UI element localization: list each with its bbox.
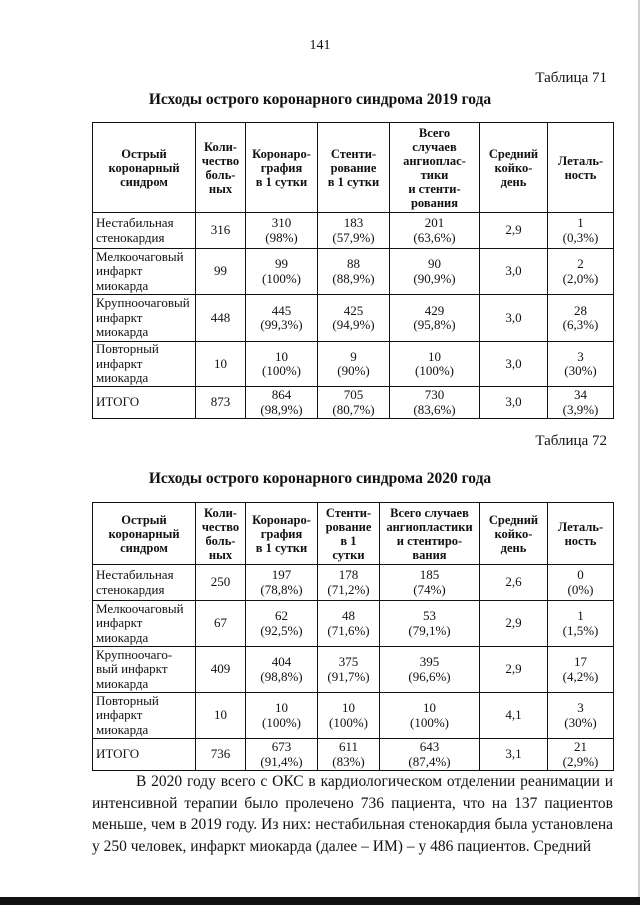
data-cell: 10 (100%) xyxy=(318,693,380,739)
outcomes-table-2020 xyxy=(92,502,614,771)
data-cell: 1 (1,5%) xyxy=(548,601,614,647)
header-cell: Всего случаев ангиоплас- тики и стенти- рования xyxy=(390,123,480,213)
data-cell: 10 (100%) xyxy=(380,693,480,739)
data-cell: 3,0 xyxy=(480,342,548,387)
header-cell: Острый коронарный синдром xyxy=(93,123,196,213)
table-71-title: Исходы острого коронарного синдрома 2019 года xyxy=(148,91,492,108)
header-cell: Коли- чество боль- ных xyxy=(196,503,246,565)
data-cell: 404 (98,8%) xyxy=(246,647,318,693)
data-cell: 90 (90,9%) xyxy=(390,249,480,295)
data-cell: 197 (78,8%) xyxy=(246,565,318,601)
data-cell: 429 (95,8%) xyxy=(390,295,480,342)
row-label-cell: Нестабильная стенокардия xyxy=(93,213,196,249)
header-cell: Острый коронарный синдром xyxy=(93,503,196,565)
header-cell: Леталь- ность xyxy=(548,503,614,565)
data-cell: 10 (100%) xyxy=(246,342,318,387)
data-cell: 445 (99,3%) xyxy=(246,295,318,342)
table-header-row xyxy=(93,503,614,565)
row-label-cell: Крупноочаговый инфаркт миокарда xyxy=(93,295,196,342)
data-cell: 730 (83,6%) xyxy=(390,387,480,419)
table-row xyxy=(93,342,614,387)
data-cell: 67 xyxy=(196,601,246,647)
header-cell: Коронаро- графия в 1 сутки xyxy=(246,503,318,565)
data-cell: 10 (100%) xyxy=(390,342,480,387)
data-cell: 705 (80,7%) xyxy=(318,387,390,419)
row-label-cell: Мелкоочаговый инфаркт миокарда xyxy=(93,601,196,647)
table-72-caption: Таблица 72 xyxy=(535,433,607,449)
table-row xyxy=(93,295,614,342)
data-cell: 10 (100%) xyxy=(246,693,318,739)
data-cell: 10 xyxy=(196,693,246,739)
data-cell: 3,0 xyxy=(480,295,548,342)
data-cell: 673 (91,4%) xyxy=(246,739,318,771)
row-label-cell: Повторный инфаркт миокарда xyxy=(93,342,196,387)
data-cell: 643 (87,4%) xyxy=(380,739,480,771)
data-cell: 3,0 xyxy=(480,387,548,419)
table-total-row xyxy=(93,387,614,419)
data-cell: 2,9 xyxy=(480,213,548,249)
data-cell: 183 (57,9%) xyxy=(318,213,390,249)
data-cell: 1 (0,3%) xyxy=(548,213,614,249)
header-cell: Средний койко- день xyxy=(480,503,548,565)
table-row xyxy=(93,213,614,249)
data-cell: 9 (90%) xyxy=(318,342,390,387)
page-number: 141 xyxy=(309,38,331,53)
table-row xyxy=(93,647,614,693)
table-row xyxy=(93,565,614,601)
header-cell: Всего случаев ангиопластики и стентиро- вания xyxy=(380,503,480,565)
header-cell: Стенти- рование в 1 сутки xyxy=(318,123,390,213)
data-cell: 21 (2,9%) xyxy=(548,739,614,771)
data-cell: 48 (71,6%) xyxy=(318,601,380,647)
data-cell: 4,1 xyxy=(480,693,548,739)
data-cell: 375 (91,7%) xyxy=(318,647,380,693)
data-cell: 864 (98,9%) xyxy=(246,387,318,419)
data-cell: 409 xyxy=(196,647,246,693)
data-cell: 3,0 xyxy=(480,249,548,295)
data-cell: 873 xyxy=(196,387,246,419)
data-cell: 28 (6,3%) xyxy=(548,295,614,342)
row-label-cell: Крупноочаго- вый инфаркт миокарда xyxy=(93,647,196,693)
data-cell: 3,1 xyxy=(480,739,548,771)
data-cell: 88 (88,9%) xyxy=(318,249,390,295)
header-cell: Стенти- рование в 1 сутки xyxy=(318,503,380,565)
data-cell: 99 (100%) xyxy=(246,249,318,295)
data-cell: 448 xyxy=(196,295,246,342)
header-cell: Леталь- ность xyxy=(548,123,614,213)
data-cell: 3 (30%) xyxy=(548,342,614,387)
header-cell: Коронаро- графия в 1 сутки xyxy=(246,123,318,213)
row-label-cell: Мелкоочаговый инфаркт миокарда xyxy=(93,249,196,295)
table-total-row xyxy=(93,739,614,771)
data-cell: 611 (83%) xyxy=(318,739,380,771)
data-cell: 53 (79,1%) xyxy=(380,601,480,647)
data-cell: 395 (96,6%) xyxy=(380,647,480,693)
table-72-title: Исходы острого коронарного синдрома 2020 года xyxy=(148,470,492,487)
data-cell: 34 (3,9%) xyxy=(548,387,614,419)
data-cell: 425 (94,9%) xyxy=(318,295,390,342)
row-label-cell: ИТОГО xyxy=(93,387,196,419)
data-cell: 3 (30%) xyxy=(548,693,614,739)
header-cell: Коли- чество боль- ных xyxy=(196,123,246,213)
row-label-cell: Нестабильная стенокардия xyxy=(93,565,196,601)
data-cell: 185 (74%) xyxy=(380,565,480,601)
data-cell: 2,9 xyxy=(480,601,548,647)
data-cell: 0 (0%) xyxy=(548,565,614,601)
outcomes-table-2019 xyxy=(92,122,614,419)
data-cell: 99 xyxy=(196,249,246,295)
table-header-row xyxy=(93,123,614,213)
data-cell: 310 (98%) xyxy=(246,213,318,249)
data-cell: 62 (92,5%) xyxy=(246,601,318,647)
data-cell: 2,9 xyxy=(480,647,548,693)
table-row xyxy=(93,601,614,647)
scan-bottom-border xyxy=(0,897,640,905)
data-cell: 201 (63,6%) xyxy=(390,213,480,249)
data-cell: 250 xyxy=(196,565,246,601)
table-71-caption: Таблица 71 xyxy=(535,70,607,86)
header-cell: Средний койко- день xyxy=(480,123,548,213)
table-row xyxy=(93,693,614,739)
data-cell: 178 (71,2%) xyxy=(318,565,380,601)
row-label-cell: Повторный инфаркт миокарда xyxy=(93,693,196,739)
data-cell: 736 xyxy=(196,739,246,771)
data-cell: 316 xyxy=(196,213,246,249)
row-label-cell: ИТОГО xyxy=(93,739,196,771)
table-row xyxy=(93,249,614,295)
body-paragraph: В 2020 году всего с ОКС в кардиологическом отделении реанимации и интенсивной терапии было пролечено 736 пациента, что на 137 пациентов меньше, чем в 2019 году. Из них: нестабильная стенокардия была установлена у 250 человек, инфаркт миокарда (далее – ИМ) – у 486 пациентов. Средний xyxy=(92,773,613,855)
data-cell: 2,6 xyxy=(480,565,548,601)
data-cell: 10 xyxy=(196,342,246,387)
data-cell: 17 (4,2%) xyxy=(548,647,614,693)
data-cell: 2 (2,0%) xyxy=(548,249,614,295)
